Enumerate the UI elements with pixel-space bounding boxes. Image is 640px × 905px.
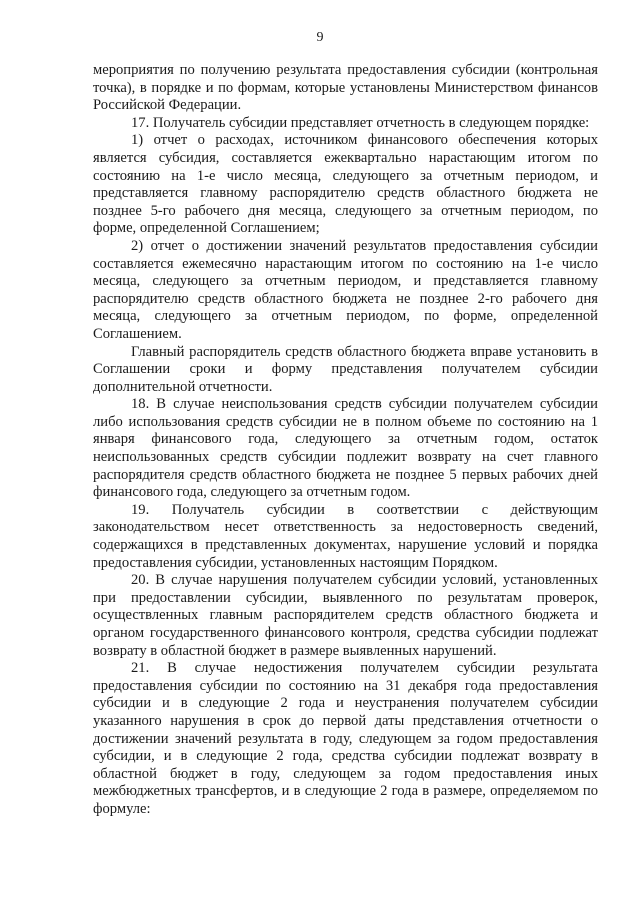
paragraph-21: 21. В случае недостижения получателем субсидии результата предоставления субсидии по состоянию на 31 декабря года предоставления субсидии и в следующие 2 года и неустранения получателем субсидии указанного нарушения в срок до первой даты представления отчетности о достижении значений результата в году, следующем за годом предоставления субсидии, и в следующие 2 года, средства субсидии подлежат возврату в областной бюджет в году, следующем за годом предоставления иных межбюджетных трансфертов, и в следующие 2 года в размере, определяемом по формуле: [93, 660, 598, 817]
paragraph-19: 19. Получатель субсидии в соответствии с действующим законодательством несет ответственность за недостоверность сведений, содержащихся в представленных документах, нарушение условий и порядка предоставления субсидии, установленных настоящим Порядком. [93, 501, 598, 571]
paragraph-17-item-2: 2) отчет о достижении значений результатов предоставления субсидии составляется ежемесячно нарастающим итогом по состоянию на 1-е число месяца, следующего за отчетным периодом, и представляется главному распорядителю средств областного бюджета не позднее 2-го рабочего дня месяца, следующего за отчетным периодом, по форме, определенной Соглашением. [93, 237, 598, 342]
page-number: 9 [316, 30, 324, 45]
paragraph-17-item-1: 1) отчет о расходах, источником финансового обеспечения которых является субсидия, составляется ежеквартально нарастающим итогом по состоянию на 1-е число месяца, следующего за отчетным периодом, и представляется главному распорядителю средств областного бюджета не позднее 5-го рабочего дня месяца, следующего за отчетным периодом, по форме, определенной Соглашением; [93, 132, 598, 237]
paragraph-17: 17. Получатель субсидии представляет отчетность в следующем порядке: [131, 114, 590, 131]
paragraph-continuation: мероприятия по получению результата предоставления субсидии (контрольная точка), в порядке и по формам, которые установлены Министерством финансов Российской Федерации. [93, 62, 598, 114]
paragraph-20: 20. В случае нарушения получателем субсидии условий, установленных при предоставлении субсидии, выявленного по результатам проверок, осуществленных главным распорядителем средств областного бюджета и органом государственного финансового контроля, средства субсидии подлежат возврату в областной бюджет в размере выявленных нарушений. [93, 572, 598, 659]
document-body [93, 62, 598, 819]
paragraph-17-additional: Главный распорядитель средств областного бюджета вправе установить в Соглашении сроки и форму представления получателем субсидии дополнительной отчетности. [93, 343, 598, 395]
paragraph-18: 18. В случае неиспользования средств субсидии получателем субсидии либо использования средств субсидии не в полном объеме по состоянию на 1 января финансового года, следующего за отчетным годом, остаток неиспользованных средств субсидии подлежит возврату на счет главного распорядителя средств областного бюджета не позднее 5 первых рабочих дней финансового года, следующего за отчетным годом. [93, 396, 598, 501]
